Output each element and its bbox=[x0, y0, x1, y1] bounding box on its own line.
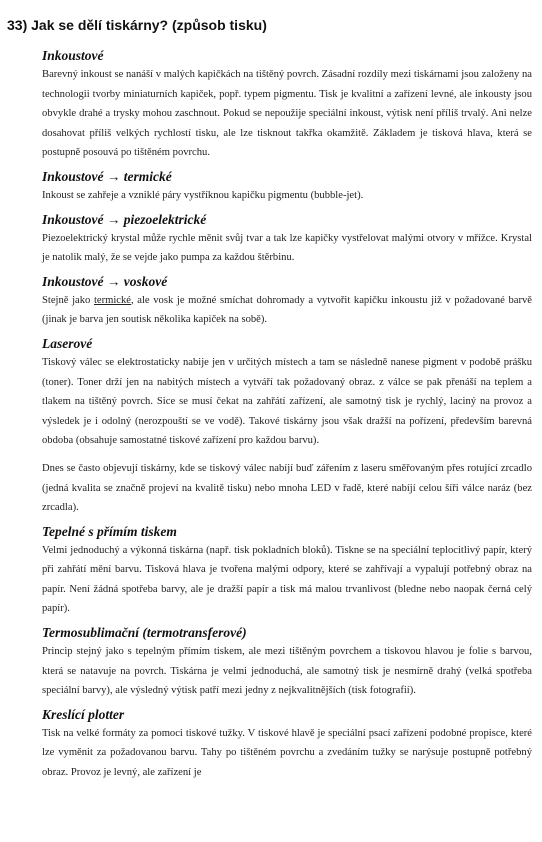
section-heading: Laserové bbox=[42, 335, 93, 351]
section-laserove bbox=[42, 335, 532, 518]
section-heading: Kreslící plotter bbox=[42, 706, 125, 722]
section-termosublimacni bbox=[42, 624, 532, 701]
section-heading: Tepelné s přímím tiskem bbox=[42, 523, 177, 539]
section-paragraph: Tisk na velké formáty za pomoci tiskové tužky. V tiskové hlavě je speciální psací zařízení podobné propisce, které lze vyměnit za požadovanou barvu. Tahy po tištěném povrchu a zvedáním tužky se narýsuje postupně potřebný obraz. Provoz je levný, ale zařízení je bbox=[42, 727, 532, 779]
section-heading: Inkoustové → piezoelektrické bbox=[42, 211, 207, 227]
paragraph-text-start: Stejně jako bbox=[42, 294, 94, 306]
section-inkoustove-voskove bbox=[42, 273, 532, 330]
section-heading: Inkoustové → termické bbox=[42, 168, 172, 184]
section-heading: Inkoustové → voskové bbox=[42, 273, 168, 289]
section-heading: Termosublimační (termotransferové) bbox=[42, 625, 247, 641]
section-paragraph: Barevný inkoust se nanáší v malých kapičkách na tištěný povrch. Zásadní rozdíly mezi tiskárnami jsou založeny na technologii tvorby miniaturních kapiček, popř. typem pigmentu. Tisk je kvalitní a zařízení levné, ale inkousty jsou obvykle drahé a trysky mohou zaschnout. Pokud se nepoužije speciální inkoust, výtisk není příliš trvalý. Ani nelze dosahovat příliš velkých rychlostí tisku, ale lze tisknout takřka okamžitě. Základem je tisková hlava, která se postupně posouvá po tištěném povrchu. bbox=[42, 69, 532, 159]
paragraph-text-end: , ale vosk je možné smíchat dohromady a vytvořit kapičku inkoustu již v požadované barvě (jinak je barva jen soutisk několika kapiček na sobě). bbox=[42, 294, 532, 326]
section-paragraph bbox=[42, 291, 532, 330]
page-title: 33) Jak se dělí tiskárny? (způsob tisku) bbox=[7, 17, 267, 33]
section-paragraph: Inkoust se zahřeje a vzniklé páry vystříknou kapičku pigmentu (bubble-jet). bbox=[42, 189, 364, 201]
section-inkoustove bbox=[42, 47, 532, 163]
section-paragraph: Velmi jednoduchý a výkonná tiskárna (např. tisk pokladních bloků). Tiskne se na speciální teplocitlivý papír, který při zahřátí mění barvu. Tisková hlava je tvořena malými odpory, které se zahřívají a vypalují potřebný obraz na papír. Není žádná spotřeba barvy, ale je dražší papír a tisk má malou trvanlivost (bledne nebo naopak černá celý papír). bbox=[42, 544, 532, 615]
section-tepelne bbox=[42, 523, 532, 619]
section-paragraph: Princip stejný jako s tepelným přímím tiskem, ale mezi tištěným povrchem a tiskovou hlavou je folie s barvou, která se natavuje na povrch. Tiskárna je velmi jednoduchá, ale samotný tisk je nesmírně drahý (velká spotřeba speciální barvy), ale výsledný výtisk patří mezi jedny z nejkvalitnějších (tisk fotografií). bbox=[42, 646, 532, 697]
section-paragraph: Dnes se často objevují tiskárny, kde se tiskový válec nabíjí buď zářením z laseru směřovaným přes rotující zrcadlo (jedná kvalita se značně projeví na kvalitě tisku) nebo mnoha LED v řadě, které nabíjí celou šíři válce naráz (bez zrcadla). bbox=[42, 462, 532, 514]
document-body bbox=[42, 47, 532, 788]
section-inkoustove-termicke bbox=[42, 168, 532, 206]
termicke-link[interactable]: termické bbox=[93, 294, 132, 306]
section-inkoustove-piezoelektricke bbox=[42, 211, 532, 268]
section-kreslici-plotter bbox=[42, 706, 532, 783]
section-heading: Inkoustové bbox=[42, 48, 104, 63]
section-paragraph: Piezoelektrický krystal může rychle měnit svůj tvar a tak lze kapičky vystřelovat malými otvory v mřížce. Krystal je natolik malý, že se vejde jako pumpa za každou štěrbinu. bbox=[42, 232, 532, 264]
section-paragraph: Tiskový válec se elektrostaticky nabije jen v určitých místech a tam se následně nanese pigment v podobě prášku (toner). Toner drží jen na nabitých místech a vytváří tak požadovaný obraz. z válce se pak přenáší na teplem a tlakem na tištěný povrch. Sice se musí čekat na zahřátí zařízení, ale samotný tisk je rychlý, laciný na provoz a výsledek je i odolný (nerozpouští se ve vodě). Takové tiskárny jsou však dražší na pořízení, především barevná obdoba (obsahuje samostatné tiskové zařízení pro každou barvu). bbox=[42, 356, 532, 447]
